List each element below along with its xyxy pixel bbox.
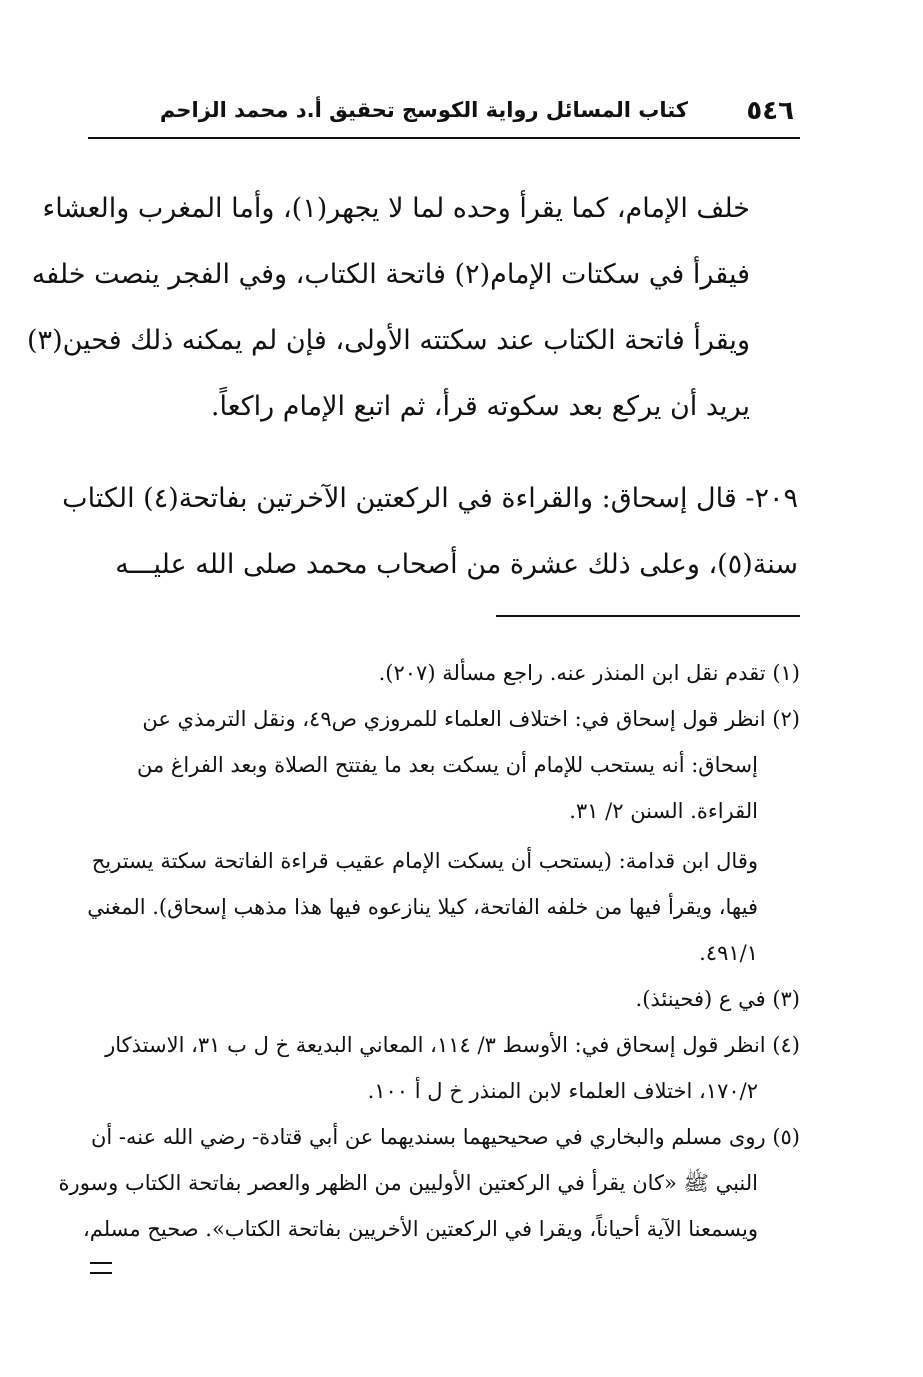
text-line: سنة(٥)، وعلى ذلك عشرة من أصحاب محمد صلى الله عليـــه: [115, 549, 798, 580]
footnote-line: (٤) انظر قول إسحاق في: الأوسط ٣/ ١١٤، المعاني البديعة خ ل ب ٣١، الاستذكار: [105, 1033, 800, 1057]
footnote-line: القراءة. السنن ٢/ ٣١.: [569, 799, 758, 823]
footnote-line: ١٧٠/٢، اختلاف العلماء لابن المنذر خ ل أ ١٠٠.: [367, 1079, 758, 1103]
footnote-2: [86, 696, 800, 834]
footnote-line: (٣) في ع (فحينئذ).: [635, 987, 800, 1011]
continuation-mark: [90, 1262, 112, 1274]
running-title: كتاب المسائل رواية الكوسج تحقيق أ.د محمد الزاحم: [159, 98, 688, 122]
text-line: ٢٠٩- قال إسحاق: والقراءة في الركعتين الآخرتين بفاتحة(٤) الكتاب: [62, 483, 798, 514]
footnote-3: [86, 976, 800, 1022]
footnote-line: إسحاق: أنه يستحب للإمام أن يسكت بعد ما يفتتح الصلاة وبعد الفراغ من: [136, 753, 758, 777]
main-paragraph-1: [27, 176, 798, 440]
page-header: [88, 92, 800, 136]
text-line: يريد أن يركع بعد سكوته قرأ، ثم اتبع الإمام راكعاً.: [210, 391, 750, 422]
footnote-line: ٤٩١/١.: [699, 941, 758, 965]
footnote-4: [86, 1022, 800, 1114]
text-line: فيقرأ في سكتات الإمام(٢) فاتحة الكتاب، وفي الفجر ينصت خلفه: [31, 259, 750, 290]
footnote-line: (١) تقدم نقل ابن المنذر عنه. راجع مسألة (٢٠٧).: [378, 661, 800, 685]
footnote-line: النبي ﷺ «كان يقرأ في الركعتين الأوليين من الظهر والعصر بفاتحة الكتاب وسورة: [58, 1171, 758, 1195]
footnote-line: وقال ابن قدامة: (يستحب أن يسكت الإمام عقيب قراءة الفاتحة سكتة يستريح: [91, 849, 758, 873]
footnote-line: (٢) انظر قول إسحاق في: اختلاف العلماء للمروزي ص٤٩، ونقل الترمذي عن: [142, 707, 800, 731]
main-paragraph-209: [62, 466, 798, 598]
footnote-line: فيها، ويقرأ فيها من خلفه الفاتحة، كيلا ينازعوه فيها هذا مذهب إسحاق). المغني: [87, 895, 758, 919]
footnotes: [58, 650, 800, 1252]
footnote-5: [58, 1114, 800, 1252]
footnote-2-quote: [86, 838, 800, 976]
footnote-line: ويسمعنا الآية أحياناً، ويقرا في الركعتين الأخريين بفاتحة الكتاب». صحيح مسلم،: [82, 1217, 758, 1241]
text-line: ويقرأ فاتحة الكتاب عند سكتته الأولى، فإن لم يمكنه ذلك فحين(٣): [27, 325, 750, 356]
footnote-line: (٥) روى مسلم والبخاري في صحيحيهما بسنديهما عن أبي قتادة- رضي الله عنه- أن: [90, 1125, 800, 1149]
footnote-1: [86, 650, 800, 696]
header-divider: [88, 137, 800, 139]
footnote-divider: [496, 615, 800, 617]
text-line: خلف الإمام، كما يقرأ وحده لما لا يجهر(١)، وأما المغرب والعشاء: [42, 193, 750, 224]
page-number: ٥٤٦: [746, 96, 794, 126]
